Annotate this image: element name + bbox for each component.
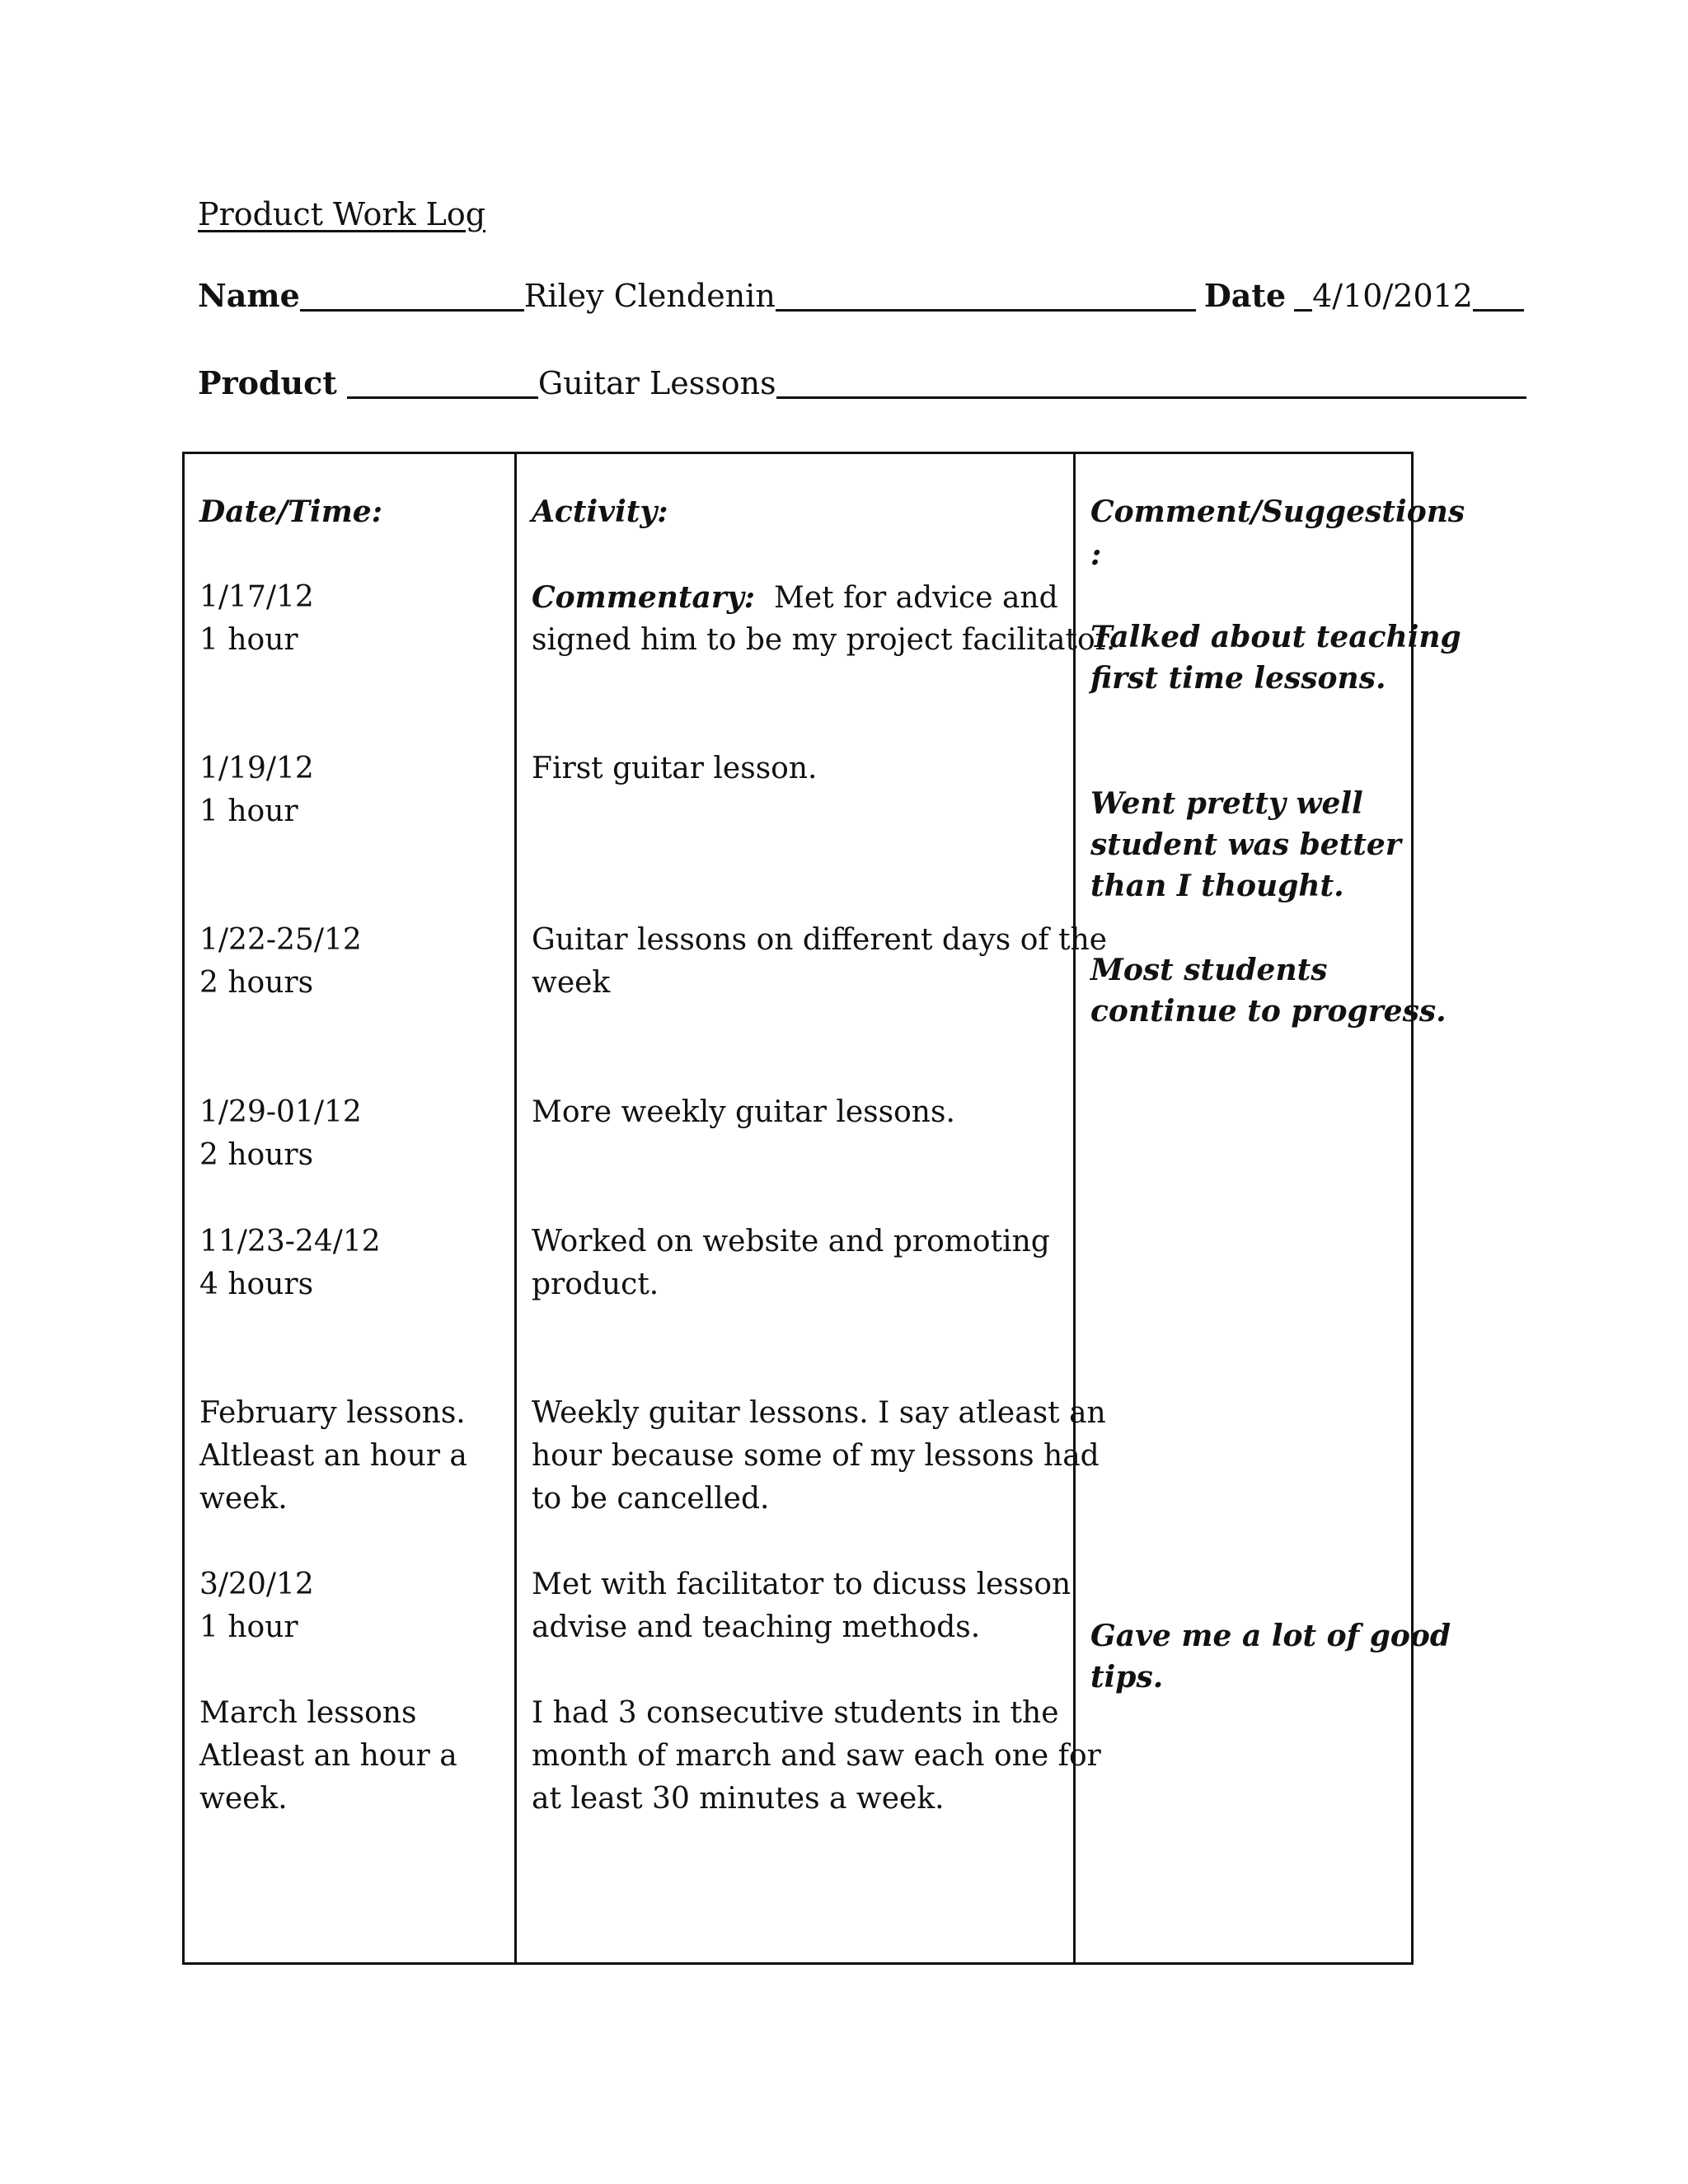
activity-header: Activity:: [532, 494, 668, 529]
datetime-column: [185, 454, 517, 1962]
comment-3: Most students: [1090, 953, 1328, 987]
comment-2-cont2: than I thought.: [1090, 869, 1344, 903]
row-5-date: 11/23-24/12: [199, 1225, 381, 1258]
row-3-activity: Guitar lessons on different days of the: [532, 923, 1108, 957]
comment-4: Gave me a lot of good: [1090, 1619, 1451, 1653]
row-5-duration: 4 hours: [199, 1268, 314, 1301]
row-7-activity: Met with facilitator to dicuss lesson: [532, 1568, 1071, 1601]
date-value: 4/10/2012: [1312, 278, 1473, 314]
datetime-header: Date/Time:: [199, 494, 382, 529]
comments-header: Comment/Suggestions: [1090, 494, 1465, 529]
row-6-duration: Altleast an hour a: [199, 1439, 467, 1473]
row-6-duration-cont: week.: [199, 1482, 288, 1516]
name-label: Name: [198, 277, 300, 314]
product-value: Guitar Lessons: [537, 365, 776, 401]
name-value: Riley Clendenin: [523, 278, 776, 314]
name-blank-before: [300, 308, 524, 312]
comment-1-cont: first time lessons.: [1090, 661, 1386, 696]
row-7-date: 3/20/12: [199, 1568, 314, 1601]
product-blank-before: [347, 396, 538, 399]
row-8-activity-cont: month of march and saw each one for: [532, 1739, 1101, 1773]
date-blank-before: [1294, 308, 1312, 312]
row-4-activity: More weekly guitar lessons.: [532, 1095, 955, 1129]
comment-1: Talked about teaching: [1090, 620, 1461, 654]
product-field-line: [198, 364, 1526, 401]
work-log-table: [182, 452, 1465, 1965]
row-3-duration: 2 hours: [199, 966, 314, 1000]
row-1-activity-text: Met for advice and: [773, 581, 1058, 615]
row-6-activity-cont: hour because some of my lessons had: [532, 1439, 1100, 1473]
row-8-date: March lessons: [199, 1696, 417, 1730]
row-1-activity-cont: signed him to be my project facilitator.: [532, 623, 1116, 657]
row-2-activity: First guitar lesson.: [532, 752, 818, 785]
row-2-duration: 1 hour: [199, 794, 298, 828]
product-blank-after: [776, 396, 1526, 399]
comment-3-cont: continue to progress.: [1090, 994, 1447, 1029]
comment-2-cont: student was better: [1090, 827, 1401, 862]
page-title: Product Work Log: [198, 196, 486, 232]
row-1-duration: 1 hour: [199, 623, 298, 657]
row-5-activity: Worked on website and promoting: [532, 1225, 1050, 1258]
commentary-lead: Commentary:: [532, 580, 756, 615]
row-1-date: 1/17/12: [199, 580, 314, 614]
row-4-duration: 2 hours: [199, 1138, 314, 1172]
name-blank-after: [776, 308, 1196, 312]
name-field-line: [198, 277, 1524, 314]
row-3-date: 1/22-25/12: [199, 923, 362, 957]
row-8-activity: I had 3 consecutive students in the: [532, 1696, 1059, 1730]
product-label: Product: [198, 364, 337, 401]
row-6-date: February lessons.: [199, 1396, 466, 1430]
row-2-date: 1/19/12: [199, 752, 314, 785]
row-4-date: 1/29-01/12: [199, 1095, 362, 1129]
activity-column: [517, 454, 1116, 1962]
comments-header-colon: :: [1090, 537, 1102, 572]
row-3-activity-cont: week: [532, 966, 611, 1000]
comment-2: Went pretty well: [1090, 786, 1363, 821]
row-6-activity-cont2: to be cancelled.: [532, 1482, 770, 1516]
comments-column: [1076, 454, 1465, 1962]
comment-4-cont: tips.: [1090, 1660, 1164, 1694]
row-8-duration: Atleast an hour a: [199, 1739, 457, 1773]
row-5-activity-cont: product.: [532, 1268, 659, 1301]
row-8-activity-cont2: at least 30 minutes a week.: [532, 1782, 945, 1816]
row-8-duration-cont: week.: [199, 1782, 288, 1816]
row-7-duration: 1 hour: [199, 1610, 298, 1644]
row-7-activity-cont: advise and teaching methods.: [532, 1610, 981, 1644]
row-1-activity: [532, 576, 1058, 620]
row-6-activity: Weekly guitar lessons. I say atleast an: [532, 1396, 1106, 1430]
date-label: Date: [1203, 277, 1287, 314]
date-blank-after: [1473, 308, 1524, 312]
